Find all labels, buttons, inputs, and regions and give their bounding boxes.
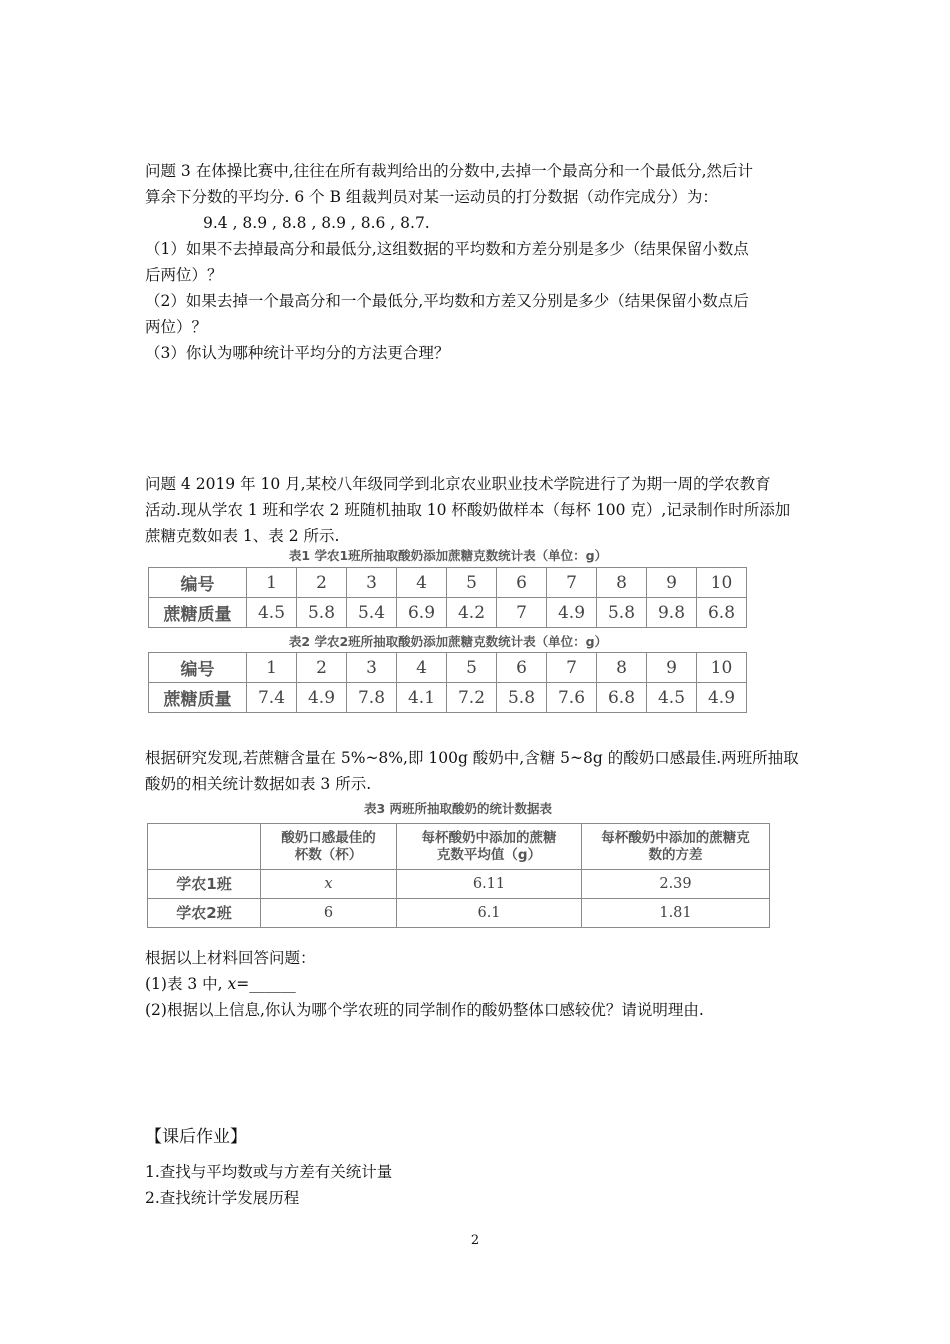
- table-cell: 4.5: [247, 598, 297, 628]
- problem-3-line-2: 算余下分数的平均分. 6 个 B 组裁判员对某一运动员的打分数据（动作完成分）为：: [145, 188, 718, 206]
- homework-item-1: 1.查找与平均数或与方差有关统计量: [145, 1163, 393, 1181]
- table-cell: 7.8: [347, 683, 397, 713]
- problem-3-part-2b: 两位）？: [145, 318, 208, 336]
- table-cell: 1: [247, 653, 297, 683]
- table-3-class-1-variance: 2.39: [582, 870, 770, 899]
- problem-3-line-1: 问题 3 在体操比赛中,往往在所有裁判给出的分数中,去掉一个最高分和一个最低分,然后计: [145, 162, 753, 180]
- table-cell: 3: [347, 568, 397, 598]
- table-2: [148, 652, 747, 713]
- problem-3: [145, 158, 813, 366]
- problem-3-scores: 9.4 , 8.9 , 8.8 , 8.9 , 8.6 , 8.7.: [203, 214, 430, 232]
- table-cell: 9: [647, 568, 697, 598]
- table-2-id-row: [149, 653, 747, 683]
- answer-question-2: (2)根据以上信息,你认为哪个学农班的同学制作的酸奶整体口感较优？请说明理由.: [145, 1001, 704, 1019]
- table-3-header-variance: [582, 824, 770, 870]
- table-cell: 5.8: [297, 598, 347, 628]
- table-3-header-best: [261, 824, 397, 870]
- table-cell: 9.8: [647, 598, 697, 628]
- table-3-class-2-mean: 6.1: [397, 899, 582, 928]
- answer-question-1-prefix: (1)表 3 中,: [145, 975, 228, 993]
- table-cell: 5.4: [347, 598, 397, 628]
- page-number: 2: [470, 1233, 480, 1248]
- table-cell: 6.8: [697, 598, 747, 628]
- table-cell: 5: [447, 568, 497, 598]
- table-2-header-sugar: 蔗糖质量: [149, 683, 247, 713]
- table-cell: 4.9: [697, 683, 747, 713]
- table-cell: 3: [347, 653, 397, 683]
- research-line-2: 酸奶的相关统计数据如表 3 所示.: [145, 775, 372, 793]
- table-cell: 2: [297, 568, 347, 598]
- research-line-1: 根据研究发现,若蔗糖含量在 5%~8%,即 100g 酸奶中,含糖 5~8g 的酸奶口感最佳.两班所抽取: [145, 749, 799, 767]
- table-cell: 4.2: [447, 598, 497, 628]
- problem-3-part-1b: 后两位）？: [145, 266, 223, 284]
- table-3-class-2-variance: 1.81: [582, 899, 770, 928]
- table-cell: 5.8: [597, 598, 647, 628]
- homework-list: [145, 1159, 813, 1211]
- answer-question-1-blank: =______: [236, 975, 296, 993]
- table-cell: 5: [447, 653, 497, 683]
- table-cell: 4: [397, 653, 447, 683]
- table-1: [148, 567, 747, 628]
- table-3-header-variance-line-1: 每杯酸奶中添加的蔗糖克: [601, 829, 750, 846]
- answer-question-1-variable: x: [227, 975, 237, 993]
- problem-3-part-2a: （2）如果去掉一个最高分和一个最低分,平均数和方差又分别是多少（结果保留小数点后: [145, 292, 749, 310]
- table-cell: 7: [497, 598, 547, 628]
- table-cell: 7: [547, 653, 597, 683]
- table-cell: 8: [597, 568, 647, 598]
- table-cell: 4: [397, 568, 447, 598]
- table-2-value-row: [149, 683, 747, 713]
- homework-title: 【课后作业】: [145, 1127, 247, 1147]
- table-cell: 1: [247, 568, 297, 598]
- table-cell: 5.8: [497, 683, 547, 713]
- answer-intro: 根据以上材料回答问题：: [145, 949, 316, 967]
- table-3-class-1-mean: 6.11: [397, 870, 582, 899]
- table-3-header-variance-line-2: 数的方差: [648, 846, 703, 863]
- table-cell: 10: [697, 653, 747, 683]
- table-cell: 8: [597, 653, 647, 683]
- table-cell: 7.6: [547, 683, 597, 713]
- table-cell: 7: [547, 568, 597, 598]
- table-2-caption: 表2 学农2班所抽取酸奶添加蔗糖克数统计表（单位：g）: [288, 634, 608, 649]
- table-3-header-mean-line-1: 每杯酸奶中添加的蔗糖: [421, 829, 557, 846]
- table-3-corner-cell: [148, 824, 261, 870]
- homework-item-2: 2.查找统计学发展历程: [145, 1189, 300, 1207]
- research-paragraph: [145, 745, 813, 797]
- table-1-value-row: [149, 598, 747, 628]
- table-cell: 7.4: [247, 683, 297, 713]
- table-3-header-best-line-1: 酸奶口感最佳的: [281, 829, 376, 846]
- table-3: [147, 823, 770, 928]
- table-1-caption: 表1 学农1班所抽取酸奶添加蔗糖克数统计表（单位：g）: [288, 548, 608, 563]
- table-3-header-mean-line-2: 克数平均值（g）: [436, 846, 542, 863]
- table-cell: 10: [697, 568, 747, 598]
- problem-4-line-2: 活动.现从学农 1 班和学农 2 班随机抽取 10 杯酸奶做样本（每杯 100 克）,记录制作时所添加: [145, 501, 791, 519]
- table-3-header-row: [148, 824, 770, 870]
- table-1-header-sugar: 蔗糖质量: [149, 598, 247, 628]
- problem-4-line-1: 问题 4 2019 年 10 月,某校八年级同学到北京农业职业技术学院进行了为期一周的学农教育: [145, 475, 771, 493]
- table-3-class-1-name: 学农1班: [148, 870, 261, 899]
- table-3-row-class-1: [148, 870, 770, 899]
- table-1-id-row: [149, 568, 747, 598]
- problem-3-part-3: （3）你认为哪种统计平均分的方法更合理？: [145, 344, 450, 362]
- table-3-class-2-name: 学农2班: [148, 899, 261, 928]
- answer-section: [145, 945, 813, 1023]
- table-2-header-id: 编号: [149, 653, 247, 683]
- table-cell: 7.2: [447, 683, 497, 713]
- problem-4: [145, 471, 813, 549]
- table-cell: 4.9: [297, 683, 347, 713]
- table-3-class-1-best: x: [261, 870, 397, 899]
- table-cell: 4.1: [397, 683, 447, 713]
- problem-3-part-1a: （1）如果不去掉最高分和最低分,这组数据的平均数和方差分别是多少（结果保留小数点: [145, 240, 749, 258]
- table-3-caption: 表3 两班所抽取酸奶的统计数据表: [363, 801, 553, 816]
- table-cell: 9: [647, 653, 697, 683]
- table-3-header-mean: [397, 824, 582, 870]
- table-3-class-2-best: 6: [261, 899, 397, 928]
- table-cell: 4.5: [647, 683, 697, 713]
- table-3-header-best-line-2: 杯数（杯）: [294, 846, 363, 863]
- table-cell: 6: [497, 653, 547, 683]
- table-1-header-id: 编号: [149, 568, 247, 598]
- problem-4-line-3: 蔗糖克数如表 1、表 2 所示.: [145, 527, 340, 545]
- table-3-row-class-2: [148, 899, 770, 928]
- table-cell: 6.8: [597, 683, 647, 713]
- table-cell: 4.9: [547, 598, 597, 628]
- table-cell: 6: [497, 568, 547, 598]
- table-cell: 2: [297, 653, 347, 683]
- table-cell: 6.9: [397, 598, 447, 628]
- answer-question-1: [145, 971, 813, 997]
